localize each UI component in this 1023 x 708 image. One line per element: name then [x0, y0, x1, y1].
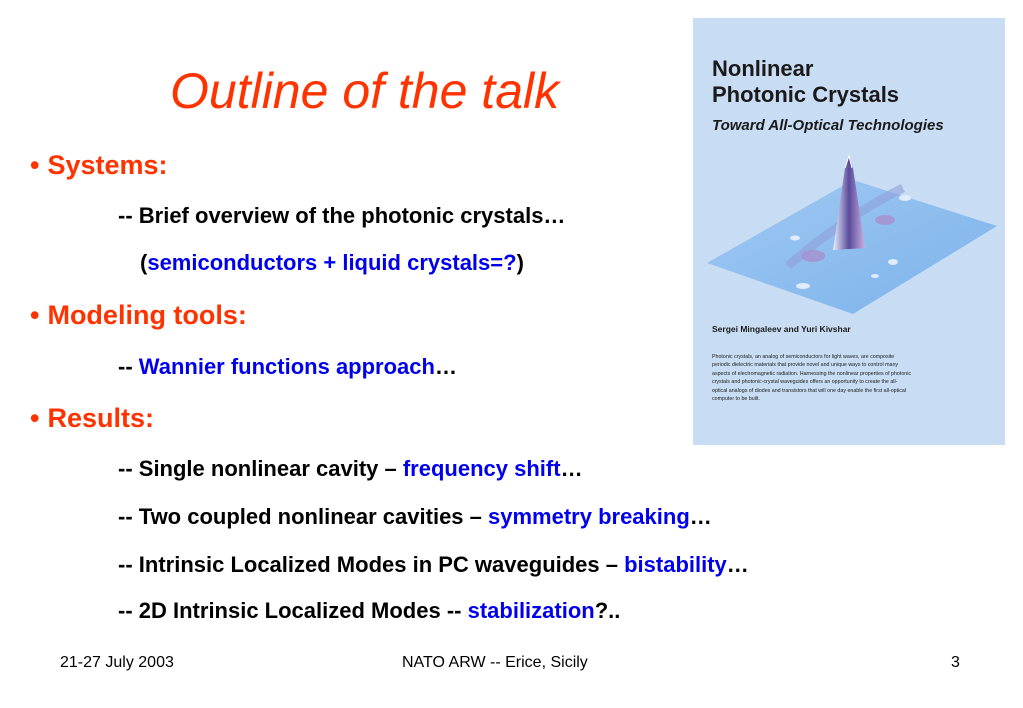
- highlight-text: semiconductors + liquid crystals=?: [147, 250, 517, 275]
- section-heading: Results:: [47, 403, 154, 433]
- results-line-2: [118, 504, 712, 530]
- footer-event: NATO ARW -- Erice, Sicily: [402, 654, 588, 671]
- line-text: -- Two coupled nonlinear cavities –: [118, 504, 488, 529]
- results-line-3: [118, 552, 749, 578]
- book-title: [712, 56, 899, 108]
- line-text: -- Single nonlinear cavity –: [118, 456, 403, 481]
- section-heading: Systems:: [47, 150, 168, 180]
- highlight-text: stabilization: [467, 598, 595, 623]
- results-line-1: [118, 456, 583, 482]
- line-text: -- Intrinsic Localized Modes in PC waveguides –: [118, 552, 625, 577]
- highlight-text: bistability: [624, 552, 727, 577]
- line-text: ): [516, 250, 524, 275]
- footer-date: 21-27 July 2003: [60, 654, 174, 671]
- bullet-icon: •: [30, 150, 40, 180]
- highlight-text: frequency shift: [402, 456, 561, 481]
- page-number: 3: [951, 654, 960, 671]
- line-text: …: [560, 456, 583, 481]
- systems-line-2: [140, 250, 524, 276]
- book-cover-image: [693, 18, 1005, 445]
- book-title-line: Nonlinear: [712, 56, 814, 81]
- line-text: …: [689, 504, 712, 529]
- section-systems: [30, 150, 168, 181]
- book-authors: Sergei Mingaleev and Yuri Kivshar: [712, 324, 851, 334]
- line-text: -- Brief overview of the photonic crystals…: [118, 203, 566, 228]
- book-title-line: Photonic Crystals: [712, 82, 900, 107]
- bullet-icon: •: [30, 403, 40, 433]
- section-modeling-tools: [30, 300, 247, 331]
- highlight-text: Wannier functions approach: [138, 354, 435, 379]
- line-text: -- 2D Intrinsic Localized Modes --: [118, 598, 468, 623]
- section-heading: Modeling tools:: [47, 300, 247, 330]
- slide-title: Outline of the talk: [170, 63, 560, 119]
- line-text: --: [118, 354, 139, 379]
- bullet-icon: •: [30, 300, 40, 330]
- line-text: (: [140, 250, 148, 275]
- highlight-text: symmetry breaking: [488, 504, 690, 529]
- line-text: …: [726, 552, 749, 577]
- book-blurb: Photonic crystals, an analog of semiconductors for light waves, are composite periodic dielectric materials that provide novel and unique ways to control many aspects of electromagnetic radiation. Harnessing the nonlinear properties of photonic crystals and photonic-crystal waveguides offers an opportunity to create the all-optical analogs of diodes and transistors that will one day enable the first all-optical computer to be built.: [712, 354, 912, 403]
- section-results: [30, 403, 154, 434]
- results-line-4: [118, 598, 620, 624]
- book-subtitle: Toward All-Optical Technologies: [712, 117, 944, 134]
- systems-line-1: [118, 203, 565, 229]
- line-text: ?..: [594, 598, 621, 623]
- modeling-line-1: [118, 354, 457, 380]
- line-text: …: [434, 354, 457, 379]
